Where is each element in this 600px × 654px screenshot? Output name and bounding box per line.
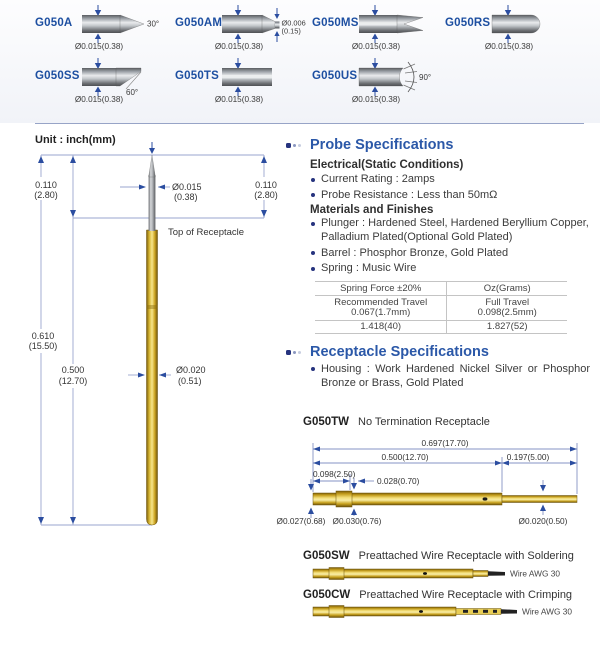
stroke-left-dim-in: 0.110 (35, 180, 57, 190)
tip-drawing-g050ss (70, 55, 190, 107)
wire-awg-label: Wire AWG 30 (510, 568, 560, 579)
barrel-diameter-dim-mm: (0.51) (178, 376, 202, 386)
round-tip (492, 15, 540, 33)
list-item-barrel: Barrel : Phosphor Bronze, Gold Plated (310, 247, 592, 261)
tip-label-g050am: G050AM (175, 17, 223, 29)
part-description: Preattached Wire Receptacle with Soldering (358, 550, 574, 562)
cell-force-recommended: 1.418(40) (315, 321, 447, 334)
plunger-shaft (149, 175, 156, 231)
tip-diameter-label: Ø0.015(0.38) (74, 95, 124, 104)
tip-label-g050ms: G050MS (312, 17, 359, 29)
g050sw-drawing (303, 565, 583, 581)
tip-label-g050rs: G050RS (445, 17, 491, 29)
overall-length-dim-mm: (15.50) (28, 341, 58, 351)
cup-fan-lines (404, 64, 418, 90)
overall-length-dim: 0.697(17.70) (421, 438, 469, 448)
unit-label: Unit : inch(mm) (35, 134, 116, 146)
small-flat-tip (275, 22, 280, 29)
g050tw-dimension-drawing (270, 430, 590, 526)
electrical-subheading: Electrical(Static Conditions) (310, 159, 464, 171)
stroke-right-dim-mm: (2.80) (254, 190, 278, 200)
tip-diameter-dim-mm: (0.38) (174, 192, 198, 202)
probe-barrel (147, 230, 158, 525)
stroke-right-dim-in: 0.110 (255, 180, 277, 190)
receptacle-collar (329, 606, 344, 618)
housing-list (310, 362, 590, 392)
tip-diameter-label: Ø0.015(0.38) (351, 42, 401, 51)
table-header-row (315, 282, 567, 296)
tip-drawing-g050us (347, 55, 467, 107)
wire (501, 609, 517, 614)
tip-label-g050ts: G050TS (175, 70, 220, 82)
barrel-diameter-dim-in: Ø0.020 (176, 365, 206, 375)
tip-diameter-label: Ø0.015(0.38) (351, 95, 401, 104)
tip-diameter-label: Ø0.015(0.38) (214, 95, 264, 104)
solder-end (473, 571, 488, 577)
part-code: G050CW (303, 589, 351, 601)
g050cw-drawing (303, 603, 583, 619)
chisel-tip (116, 68, 141, 86)
spring-force-table (315, 281, 567, 334)
taper (262, 15, 275, 33)
section-divider (35, 123, 584, 124)
tip-drawing-g050a (70, 2, 190, 54)
receptacle-collar (329, 568, 344, 580)
collar-diameter-dim: Ø0.030(0.76) (332, 516, 382, 526)
header-oz-grams: Oz(Grams) (483, 282, 531, 294)
materials-list (310, 217, 592, 278)
tip-drawing-g050ms (347, 2, 467, 54)
tip-dia-note-line1: Ø0.006 (281, 18, 306, 28)
body-length-dim: 0.500(12.70) (381, 452, 429, 462)
press-hole (483, 497, 488, 500)
tip-diameter-dim-in: Ø0.015 (172, 182, 202, 192)
cell-recommended-travel: Recommended Travel 0.067(1.7mm) (315, 296, 447, 320)
press-hole (419, 610, 423, 613)
overall-length-dim-in: 0.610 (31, 331, 55, 341)
tip-angle-note: 60° (126, 88, 139, 97)
tail-diameter-dim: Ø0.020(0.50) (518, 516, 568, 526)
g050sw-title-row (303, 550, 574, 562)
receptacle-specifications-heading (286, 344, 489, 360)
barrel-length-dim-in: 0.500 (61, 365, 85, 375)
tip-drawing-g050ts (210, 55, 330, 107)
probe-tube (82, 68, 116, 86)
table-row-force (315, 321, 567, 334)
header-spring-force: Spring Force ±20% (315, 282, 447, 295)
part-code: G050TW (303, 416, 350, 428)
tip-drawing-g050rs (480, 2, 600, 54)
part-description: Preattached Wire Receptacle with Crimping (359, 589, 573, 601)
list-item-housing: Housing : Work Hardened Nickel Silver or Phosphor Bronze or Brass, Gold Plated (310, 362, 590, 390)
materials-subheading: Materials and Finishes (310, 204, 434, 216)
cup-tip (359, 68, 403, 86)
part-code: G050SW (303, 550, 350, 562)
table-row-travel (315, 296, 567, 321)
wire (488, 571, 505, 576)
probe-dimension-drawing (0, 135, 290, 550)
tip-drawing-g050am (210, 2, 330, 54)
list-item-plunger: Plunger : Hardened Steel, Hardened Beryllium Copper, Palladium Plated(Optional Gold Plated) (310, 217, 592, 245)
part-description: No Termination Receptacle (358, 416, 490, 428)
tip-diameter-label: Ø0.015(0.38) (484, 42, 534, 51)
receptacle-tail (502, 496, 577, 503)
press-hole (423, 572, 427, 575)
probe-tube (82, 15, 120, 33)
tip-dia-note-line2: (0.15) (281, 26, 301, 36)
collar-length-dim: 0.098(2.50) (313, 469, 356, 479)
g050cw-title-row (303, 589, 572, 601)
barrel-crimp-band (147, 305, 158, 309)
cell-full-travel: Full Travel 0.098(2.5mm) (477, 296, 537, 318)
probe-specifications-heading (286, 137, 453, 153)
body-diameter-dim: Ø0.027(0.68) (276, 516, 326, 526)
tip-diameter-label: Ø0.015(0.38) (74, 42, 124, 51)
top-of-receptacle-label: Top of Receptacle (168, 227, 245, 238)
tip-label-g050a: G050A (35, 17, 73, 29)
barrel-length-dim-mm: (12.70) (58, 376, 88, 386)
hole-offset-dim: 0.028(0.70) (377, 476, 420, 486)
tip-label-g050us: G050US (312, 70, 358, 82)
tip-angle-note: 30° (147, 19, 160, 29)
receptacle-collar (336, 491, 352, 507)
section-marker-icon (286, 143, 301, 148)
tip-label-g050ss: G050SS (35, 70, 80, 82)
list-item-current-rating: Current Rating : 2amps (310, 173, 588, 187)
section-title: Receptacle Specifications (310, 344, 489, 360)
cell-force-full: 1.827(52) (486, 321, 528, 332)
tip-diameter-label: Ø0.015(0.38) (214, 42, 264, 51)
electrical-list (310, 173, 588, 205)
tip-angle-note: 90° (419, 73, 432, 82)
plunger-cone-tip (149, 155, 156, 177)
g050tw-title-row (303, 416, 490, 428)
section-marker-icon (286, 350, 301, 355)
probe-tube (222, 15, 262, 33)
list-item-spring: Spring : Music Wire (310, 262, 592, 276)
wire-awg-label: Wire AWG 30 (522, 606, 572, 617)
serrated-tip (397, 15, 423, 33)
stroke-left-dim-mm: (2.80) (34, 190, 58, 200)
cone-tip (120, 15, 144, 33)
section-title: Probe Specifications (310, 137, 454, 153)
tail-length-dim: 0.197(5.00) (506, 452, 550, 462)
list-item-probe-resistance: Probe Resistance : Less than 50mΩ (310, 189, 588, 203)
